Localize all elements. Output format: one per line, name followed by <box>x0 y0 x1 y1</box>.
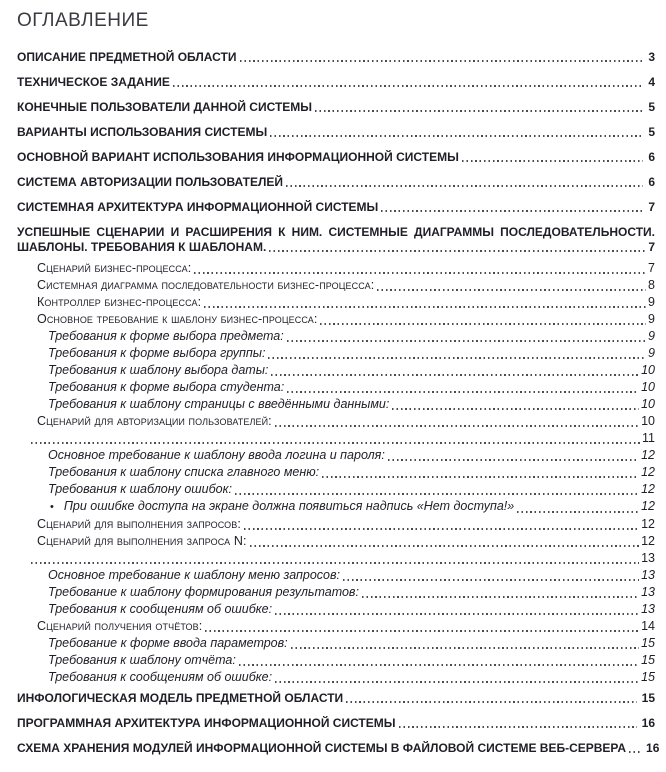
toc-entry-text: ОПИСАНИЕ ПРЕДМЕТНОЙ ОБЛАСТИ <box>17 50 237 64</box>
page-number: 14 <box>641 619 655 633</box>
toc-entry-text: Требования к шаблону списка главного меню: <box>48 465 320 479</box>
toc-entry[interactable] <box>17 533 655 550</box>
toc-entry-text: Требования к шаблону отчёта: <box>48 653 236 667</box>
page-number: 13 <box>641 568 655 582</box>
toc-entry-text: Требования к сообщениям об ошибке: <box>48 670 273 684</box>
toc-entry-text: ОСНОВНОЙ ВАРИАНТ ИСПОЛЬЗОВАНИЯ ИНФОРМАЦИОННОЙ СИСТЕМЫ <box>17 150 459 164</box>
toc-entry-text: Основное требование к шаблону ввода логина и пароля: <box>48 448 385 462</box>
dot-leader <box>250 545 640 547</box>
toc-entry[interactable] <box>17 711 655 736</box>
dot-leader <box>239 664 639 666</box>
page-number: 9 <box>648 346 655 360</box>
toc-entry[interactable] <box>17 669 655 686</box>
page-number: 7 <box>648 240 655 254</box>
dot-leader <box>517 511 639 513</box>
dot-leader <box>346 701 636 703</box>
toc-entry-text: Контроллер бизнес-процесса: <box>37 295 202 309</box>
toc-entry[interactable] <box>17 220 655 260</box>
toc-entry[interactable] <box>17 584 655 601</box>
dot-leader <box>31 442 640 444</box>
toc-entry-text: Основное требование к шаблону меню запросов: <box>48 568 340 582</box>
page-number: 3 <box>648 50 655 64</box>
toc-entry[interactable] <box>17 362 655 379</box>
toc-entry-text <box>17 240 655 255</box>
toc-entry[interactable] <box>17 145 655 170</box>
toc-entry[interactable] <box>17 170 655 195</box>
dot-leader <box>343 579 639 581</box>
toc-entry-text: ВАРИАНТЫ ИСПОЛЬЗОВАНИЯ СИСТЕМЫ <box>17 125 268 139</box>
toc-entry-text: ИНФОЛОГИЧЕСКАЯ МОДЕЛЬ ПРЕДМЕТНОЙ ОБЛАСТИ <box>17 691 344 705</box>
toc-entry[interactable] <box>17 686 655 711</box>
toc-entry[interactable] <box>17 550 655 567</box>
page-number: 15 <box>641 670 655 684</box>
toc-entry-text: СИСТЕМА АВТОРИЗАЦИИ ПОЛЬЗОВАТЕЛЕЙ <box>17 175 284 189</box>
dot-leader <box>291 647 639 649</box>
page-number: 12 <box>641 448 655 462</box>
toc-entry-text: При ошибке доступа на экране должна появиться надпись «Нет доступа!» <box>63 499 515 513</box>
dot-leader <box>462 160 643 162</box>
dot-leader <box>392 408 639 410</box>
page-number: 6 <box>648 175 655 189</box>
toc-entry[interactable] <box>17 328 655 345</box>
page-number: 10 <box>641 380 655 394</box>
page-number: 6 <box>648 150 655 164</box>
dot-leader <box>240 60 644 62</box>
dot-leader <box>275 613 639 615</box>
dot-leader <box>322 476 639 478</box>
toc-entry-text: Требования к сообщениям об ошибке: <box>48 602 273 616</box>
page-number: 15 <box>641 636 655 650</box>
page-number: 12 <box>641 517 655 531</box>
dot-leader <box>381 210 643 212</box>
page-number: 5 <box>648 100 655 114</box>
toc-entry[interactable] <box>17 311 655 328</box>
toc-entry[interactable] <box>17 430 655 447</box>
page-number: 10 <box>641 397 655 411</box>
toc-list <box>17 45 660 761</box>
toc-entry-text: Сценарий для авторизации пользователей: <box>37 414 272 428</box>
page-number: 5 <box>648 125 655 139</box>
page-number: 13 <box>641 585 655 599</box>
toc-entry[interactable] <box>17 379 655 396</box>
toc-entry-text: Сценарий бизнес-процесса: <box>37 261 192 275</box>
page-number: 9 <box>648 295 655 309</box>
page-number: 15 <box>641 691 655 705</box>
toc-entry-text: Требования к форме выбора студента: <box>48 380 285 394</box>
toc-entry-text: ПРОГРАММНАЯ АРХИТЕКТУРА ИНФОРМАЦИОННОЙ СИСТЕМЫ <box>17 716 396 730</box>
page-number: 12 <box>641 482 655 496</box>
toc-entry-text: Требования к шаблону выбора даты: <box>48 363 269 377</box>
page-number: 8 <box>648 278 655 292</box>
dot-leader <box>235 493 639 495</box>
toc-entry-text: Сценарий для выполнения запросов: <box>37 517 241 531</box>
toc-entry[interactable] <box>17 481 655 498</box>
dot-leader <box>244 528 639 530</box>
dot-leader <box>320 323 646 325</box>
page-number: 13 <box>641 602 655 616</box>
page-number: 10 <box>641 414 655 428</box>
toc-entry-text: УСПЕШНЫЕ СЦЕНАРИИ И РАСШИРЕНИЯ К НИМ. СИСТЕМНЫЕ ДИАГРАММЫ ПОСЛЕДОВАТЕЛЬНОСТИ. <box>17 225 655 239</box>
toc-entry[interactable] <box>17 652 655 669</box>
page-number: 4 <box>648 75 655 89</box>
toc-entry-text: Сценарий получения отчётов: <box>37 619 203 633</box>
toc-entry[interactable] <box>17 498 655 516</box>
toc-entry-text: Требование к форме ввода параметров: <box>48 636 288 650</box>
dot-leader <box>205 630 639 632</box>
toc-entry[interactable] <box>17 95 655 120</box>
page-number: 12 <box>641 534 655 548</box>
page-number: 9 <box>648 329 655 343</box>
bullet-icon: • <box>50 501 54 513</box>
dot-leader <box>362 596 639 598</box>
page-number: 12 <box>641 499 655 513</box>
toc-entry-text: Требование к шаблону формирования результатов: <box>48 585 359 599</box>
page-number: 7 <box>648 200 655 214</box>
toc-entry[interactable] <box>17 294 655 311</box>
toc-entry-text: Требования к форме выбора группы: <box>48 346 266 360</box>
toc-entry[interactable] <box>17 120 655 145</box>
toc-entry-text: ТЕХНИЧЕСКОЕ ЗАДАНИЕ <box>17 75 170 89</box>
dot-leader <box>315 110 643 112</box>
toc-entry[interactable] <box>17 345 655 362</box>
dot-leader <box>173 85 643 87</box>
toc-entry[interactable] <box>17 396 655 413</box>
page-number: 16 <box>646 741 660 755</box>
toc-entry-text: Системная диаграмма последовательности бизнес-процесса: <box>37 278 375 292</box>
toc-entry[interactable] <box>17 277 655 294</box>
toc-entry-text: ШАБЛОНЫ. ТРЕБОВАНИЯ К ШАБЛОНАМ. <box>17 240 267 254</box>
dot-leader <box>275 425 639 427</box>
dot-leader <box>399 726 637 728</box>
toc-entry[interactable] <box>17 45 655 70</box>
page-number: 12 <box>641 465 655 479</box>
toc-entry-text: Требования к шаблону страницы с введёнными данными: <box>48 397 390 411</box>
toc-entry[interactable] <box>17 567 655 584</box>
toc-entry[interactable] <box>17 635 655 652</box>
dot-leader <box>377 289 646 291</box>
toc-entry-text: Требования к шаблону ошибок: <box>48 482 232 496</box>
toc-entry[interactable] <box>17 413 655 430</box>
dot-leader <box>270 135 643 137</box>
toc-entry-text: СХЕМА ХРАНЕНИЯ МОДУЛЕЙ ИНФОРМАЦИОННОЙ СИСТЕМЫ В ФАЙЛОВОЙ СИСТЕМЕ ВЕБ-СЕРВЕРА <box>17 741 627 755</box>
toc-entry[interactable] <box>17 464 655 481</box>
dot-leader <box>271 374 639 376</box>
dot-leader <box>629 751 641 753</box>
toc-entry[interactable] <box>17 70 655 95</box>
toc-entry-text: Основное требование к шаблону бизнес-процесса: <box>37 312 318 326</box>
dot-leader <box>287 391 639 393</box>
dot-leader <box>286 185 643 187</box>
toc-entry[interactable] <box>17 447 655 464</box>
dot-leader <box>269 250 646 252</box>
toc-entry[interactable] <box>17 195 655 220</box>
page-number: 7 <box>648 261 655 275</box>
toc-entry-text: СИСТЕМНАЯ АРХИТЕКТУРА ИНФОРМАЦИОННОЙ СИСТЕМЫ <box>17 200 379 214</box>
toc-title: ОГЛАВЛЕНИЕ <box>17 10 149 31</box>
dot-leader <box>31 562 639 564</box>
toc-entry[interactable] <box>17 601 655 618</box>
dot-leader <box>204 306 646 308</box>
page-number: 10 <box>641 363 655 377</box>
dot-leader <box>388 459 639 461</box>
toc-entry[interactable] <box>17 516 655 533</box>
page-number: 15 <box>641 653 655 667</box>
dot-leader <box>275 681 639 683</box>
page-number: 11 <box>642 431 655 445</box>
dot-leader <box>268 357 646 359</box>
toc-entry[interactable] <box>17 618 655 635</box>
dot-leader <box>194 272 646 274</box>
dot-leader <box>287 340 646 342</box>
toc-entry-text: КОНЕЧНЫЕ ПОЛЬЗОВАТЕЛИ ДАННОЙ СИСТЕМЫ <box>17 100 313 114</box>
toc-entry-text: Сценарий для выполнения запроса N: <box>37 534 247 548</box>
toc-entry-text: Требования к форме выбора предмета: <box>48 329 284 343</box>
toc-entry[interactable] <box>17 736 660 761</box>
toc-entry[interactable] <box>17 260 655 277</box>
page-number: 9 <box>648 312 655 326</box>
page-number: 16 <box>641 716 655 730</box>
page-number: 13 <box>641 551 655 565</box>
